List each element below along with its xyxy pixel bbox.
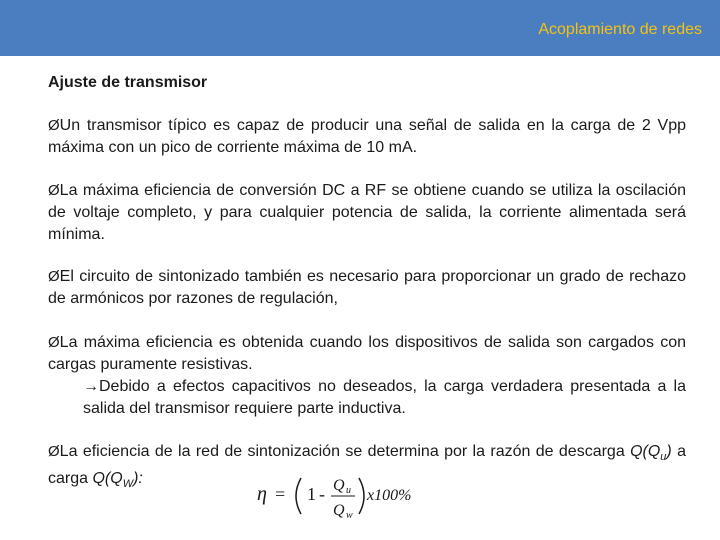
sub-bullet [83,376,686,420]
minus-sign: - [319,484,325,504]
bullet-3 [48,266,686,310]
header-bar [0,0,720,56]
bullet-4 [48,332,686,376]
eta-symbol: η [257,483,267,505]
arrow-bullet-icon: Ø [48,182,60,199]
q-close: ) [666,443,672,460]
right-paren [359,478,364,514]
bullet-5-text-b: a carga [48,443,687,488]
one-term: 1 [307,484,316,504]
slide-title: Acoplamiento de redes [538,21,702,38]
q-subscript: W [122,478,134,491]
q-expression: Q(Q [92,470,123,488]
q-expression: Q(Q [630,443,661,460]
bullet-2 [48,180,686,246]
equals-sign: = [275,484,286,504]
arrow-bullet-icon: Ø [48,268,60,285]
left-paren [296,478,301,514]
bullet-3-text: El circuito de sintonizado también es necesario para proporcionar un grado de rechazo de armónicos por razones de regulación, [48,268,686,307]
arrow-bullet-icon: Ø [48,334,60,351]
efficiency-formula [255,468,435,524]
q-close: ): [133,470,143,488]
denominator-sub: w [346,510,353,521]
bullet-4-text: La máxima eficiencia es obtenida cuando los dispositivos de salida son cargados con cargas puramente resistivas. [48,334,686,373]
section-title: Ajuste de transmisor [48,74,208,91]
arrow-bullet-icon: Ø [48,117,60,134]
bullet-2-text: La máxima eficiencia de conversión DC a RF se obtiene cuando se utiliza la oscilación de voltaje completo, y para cualquier potencia de salida, la corriente alimentada será mínima. [48,182,686,243]
bullet-1 [48,115,686,159]
bullet-5-text-a: La eficiencia de la red de sintonización se determina por la razón de descarga [59,443,631,460]
bullet-1-text: Un transmisor típico es capaz de producir una señal de salida en la carga de 2 Vpp máxima con un pico de corriente máxima de 10 mA. [48,117,686,156]
percent-factor: x100% [367,487,412,504]
denominator-q: Q [333,502,345,519]
numerator-sub: u [346,485,351,496]
q-subscript: u [660,451,667,464]
numerator-q: Q [333,477,345,494]
arrow-bullet-icon: Ø [48,443,60,460]
sub-bullet-text: Debido a efectos capacitivos no deseados, la carga verdadera presentada a la salida del transmisor requiere parte inductiva. [83,378,686,417]
right-arrow-icon: → [83,378,99,395]
